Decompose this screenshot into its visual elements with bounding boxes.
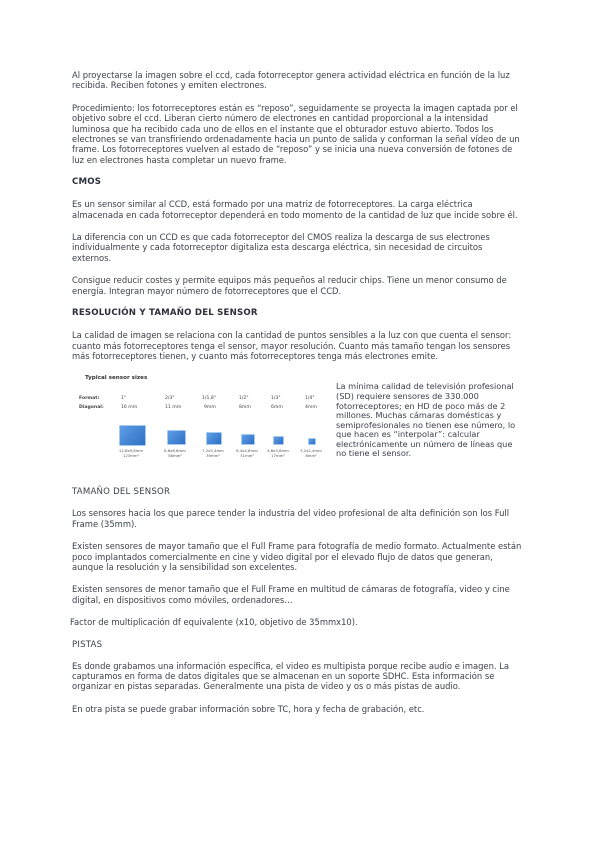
sensor-caption: 12,8x9,6mm 123mm²	[118, 448, 144, 459]
format-value: 1/2"	[239, 396, 249, 402]
format-value: 1/1,8"	[202, 396, 216, 402]
paragraph: Los sensores hacia los que parece tender la industria del video profesional de alta definición son los Full Frame (35mm).	[72, 508, 510, 529]
format-label: Format:	[79, 396, 100, 402]
sensor-caption: 6,4x4,8mm 31mm²	[236, 448, 258, 459]
paragraph: Es un sensor similar al CCD, está formado por una matriz de fotorreceptores. La carga eléctrica almacenada en cada fotorreceptor dependerá en todo momento de la cantidad de luz que incide sobre él.	[72, 199, 518, 220]
format-value: 1/4"	[305, 396, 315, 402]
format-value: 1/3"	[271, 396, 281, 402]
sensor-sizes-figure	[75, 369, 330, 473]
tracks-heading: PISTAS	[72, 639, 103, 650]
paragraph: La calidad de imagen se relaciona con la cantidad de puntos sensibles a la luz con que cuenta el sensor: cuanto más fotorreceptores tenga el sensor, mayor resolución. Cuanto más tamaño tengan los sensores más fotorreceptores tienen, y cuanto más fotorreceptores tenga más electrones emite.	[72, 330, 512, 361]
diagonal-label: Diagonal:	[79, 405, 104, 411]
paragraph: Factor de multiplicación df equivalente (x10, objetivo de 35mmx10).	[70, 617, 358, 628]
diagonal-value: 16 mm	[121, 405, 138, 411]
paragraph: Al proyectarse la imagen sobre el ccd, cada fotorreceptor genera actividad eléctrica en función de la luz recibida. Reciben fotones y emiten electrones.	[72, 70, 510, 91]
document-page	[72, 70, 524, 726]
diagonal-value: 4mm	[305, 405, 317, 411]
paragraph: Existen sensores de mayor tamaño que el Full Frame para fotografía de medio formato. Actualmente están poco implantados comercialmente en cine y video digital por el elevado flujo de datos que generan, aunque la resolución y la sensibilidad son excelentes.	[72, 541, 522, 572]
paragraph: Consigue reducir costes y permite equipos más pequeños al reducir chips. Tiene un menor consumo de energía. Integran mayor número de fotorreceptores que el CCD.	[72, 275, 507, 296]
sensor-rect	[119, 425, 146, 446]
side-paragraph: La mínima calidad de televisión profesional (SD) requiere sensores de 330.000 fotorreceptores; en HD de poco más de 2 millones. Muchas cámaras domésticas y semiprofesionales no tienen ese número, lo que hacen es “interpolar”: calcular electrónicamente un número de líneas que no tiene el sensor.	[336, 381, 516, 459]
sensor-rect	[308, 438, 316, 445]
sensor-size-heading: TAMAÑO DEL SENSOR	[72, 487, 171, 498]
paragraph: La diferencia con un CCD es que cada fotorreceptor del CMOS realiza la descarga de sus electrones individualmente y cada fotorreceptor digitaliza esta descarga eléctrica, sin necesidad de circuitos externos.	[72, 232, 490, 263]
diagonal-value: 11 mm	[165, 405, 182, 411]
sensor-rect	[167, 430, 186, 445]
sensor-caption: 7,2x5,4mm 39mm²	[202, 448, 224, 459]
sensor-caption: 8,8x6,6mm 58mm²	[164, 448, 186, 459]
format-value: 2/3"	[165, 396, 175, 402]
sensor-rect	[273, 436, 284, 445]
format-value: 1"	[121, 396, 127, 402]
diagonal-value: 9mm	[204, 405, 216, 411]
resolution-heading: RESOLUCIÓN Y TAMAÑO DEL SENSOR	[72, 308, 258, 319]
sensor-caption: 3,2x2,4mm 8mm²	[300, 448, 322, 459]
paragraph: Es donde grabamos una información específica, el video es multipista porque recibe audio e imagen. La capturamos en forma de datos digitales que se almacenan en un soporte SDHC. Esta información se organizar en pistas separadas. Generalmente una pista de video y os o más pistas de audio.	[72, 660, 510, 692]
paragraph: En otra pista se puede grabar información sobre TC, hora y fecha de grabación, etc.	[72, 703, 425, 714]
sensor-rect	[241, 434, 255, 445]
paragraph: Procedimiento: los fotorreceptores están es “reposo”, seguidamente se proyecta la imagen captada por el objetivo sobre el ccd. Liberan cierto número de electrones en cantidad proporcional a la intensidad luminosa que ha recibido cada uno de ellos en el instante que el obturador estuvo abierto. Todos los electrones se van transfiriendo ordenadamente hacia un punto de salida y conforman la señal vídeo de un frame. Los fotorreceptores vuelven al estado de “reposo” y se inicia una nueva conversión de fotones de luz en electrones hasta completar un nuevo frame.	[72, 102, 520, 165]
cmos-heading: CMOS	[72, 177, 102, 188]
diagonal-value: 8mm	[239, 405, 251, 411]
figure-row	[72, 365, 524, 473]
paragraph: Existen sensores de menor tamaño que el Full Frame en multitud de cámaras de fotografía, video y cine digital, en dispositivos como móviles, ordenadores…	[72, 584, 510, 605]
sensor-caption: 4,8x3,6mm 17mm²	[267, 448, 289, 459]
diagonal-value: 6mm	[271, 405, 283, 411]
sensor-rect	[206, 432, 222, 445]
figure-title: Typical sensor sizes	[85, 375, 148, 382]
